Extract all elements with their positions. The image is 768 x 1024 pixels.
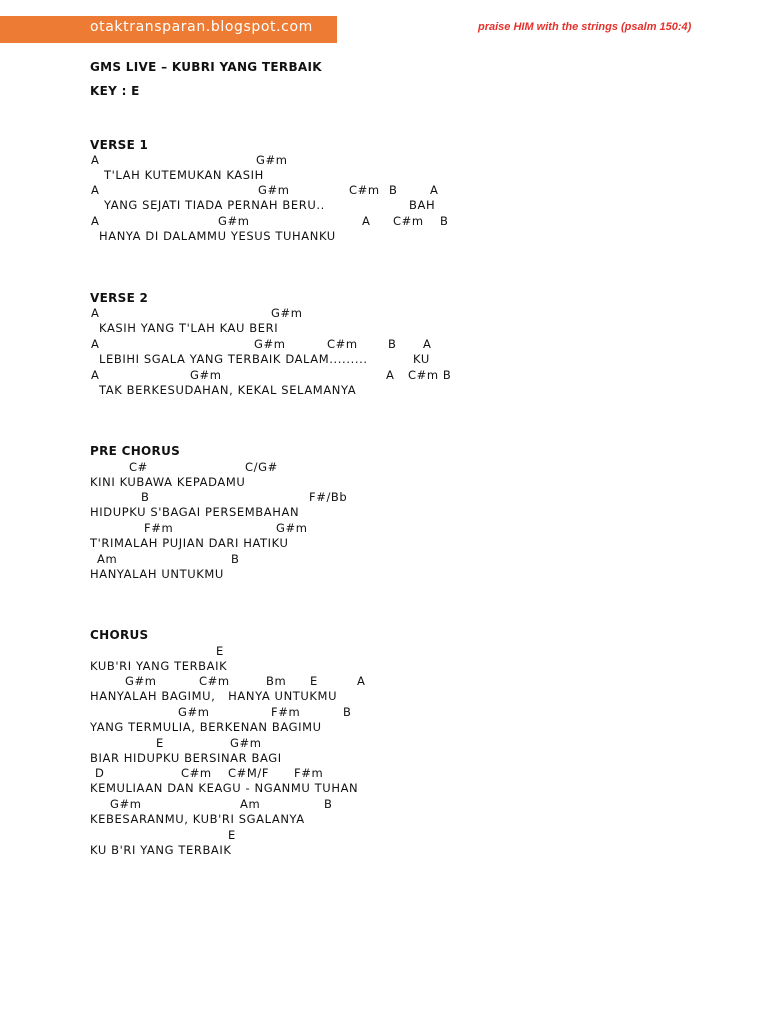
chord: C/G# [245,460,278,474]
chord: F#m [294,766,324,780]
chord: G#m [218,214,250,228]
chord: A [91,337,100,351]
chord: G#m [256,153,288,167]
lyric-line: LEBIHI SGALA YANG TERBAIK DALAM......... [99,352,368,366]
chord: B [389,183,398,197]
chord: F#m [144,521,174,535]
lyric-line: HANYALAH UNTUKMU [90,567,224,581]
chord: B [343,705,352,719]
chord: B [141,490,150,504]
chord: C#m [181,766,212,780]
chord: Am [240,797,261,811]
lyric-line: KU [413,352,430,366]
site-banner [0,16,337,43]
chord: A [91,368,100,382]
site-url[interactable]: otaktransparan.blogspot.com [90,19,313,35]
chord: G#m [254,337,286,351]
lyric-line: KUB'RI YANG TERBAIK [90,659,228,673]
chord: C#m [349,183,380,197]
section-title-verse1: VERSE 1 [90,138,149,152]
chord: A [91,214,100,228]
lyric-line: YANG SEJATI TIADA PERNAH BERU.. [104,198,325,212]
lyric-line: BAH [409,198,436,212]
chord: A [386,368,395,382]
chord: A [362,214,371,228]
lyric-line: HANYA DI DALAMMU YESUS TUHANKU [99,229,336,243]
chord: B [440,214,449,228]
chord: A [91,153,100,167]
lyric-line: TAK BERKESUDAHAN, KEKAL SELAMANYA [99,383,357,397]
chord: C#m B [408,368,452,382]
chord: A [91,306,100,320]
chord: B [324,797,333,811]
chord: E [216,644,224,658]
chord: C# [129,460,148,474]
chord: G#m [110,797,142,811]
chord: A [357,674,366,688]
lyric-line: HIDUPKU S'BAGAI PERSEMBAHAN [90,505,300,519]
lyric-line: KEMULIAAN DAN KEAGU - NGANMU TUHAN [90,781,359,795]
chord: G#m [190,368,222,382]
chord: C#m [327,337,358,351]
chord: D [95,766,105,780]
chord: Bm [266,674,287,688]
chord: G#m [276,521,308,535]
lyric-line: YANG TERMULIA, BERKENAN BAGIMU [90,720,322,734]
chord: E [156,736,164,750]
chord: C#m [199,674,230,688]
lyric-line: KEBESARANMU, KUB'RI SGALANYA [90,812,305,826]
chord: G#m [125,674,157,688]
chord: E [228,828,236,842]
chord: C#M/F [228,766,270,780]
section-title-prechorus: PRE CHORUS [90,444,181,458]
chord: E [310,674,318,688]
lyric-line: BIAR HIDUPKU BERSINAR BAGI [90,751,282,765]
chord: G#m [230,736,262,750]
chord: G#m [178,705,210,719]
chord: F#/Bb [309,490,348,504]
song-title: GMS LIVE – KUBRI YANG TERBAIK [90,60,322,74]
song-key: KEY : E [90,84,140,98]
chord: Am [97,552,118,566]
chord: A [430,183,439,197]
chord: B [388,337,397,351]
chord: G#m [271,306,303,320]
lyric-line: T'LAH KUTEMUKAN KASIH [104,168,264,182]
lyric-line: KU B'RI YANG TERBAIK [90,843,232,857]
lyric-line: KINI KUBAWA KEPADAMU [90,475,246,489]
lyric-line: T'RIMALAH PUJIAN DARI HATIKU [90,536,289,550]
chord: F#m [271,705,301,719]
tagline: praise HIM with the strings (psalm 150:4) [478,21,692,33]
section-title-verse2: VERSE 2 [90,291,149,305]
chord: A [423,337,432,351]
chord: G#m [258,183,290,197]
lyric-line: KASIH YANG T'LAH KAU BERI [99,321,279,335]
chord: C#m [393,214,424,228]
lyric-line: HANYALAH BAGIMU, HANYA UNTUKMU [90,689,338,703]
chord: A [91,183,100,197]
chord: B [231,552,240,566]
section-title-chorus: CHORUS [90,628,149,642]
